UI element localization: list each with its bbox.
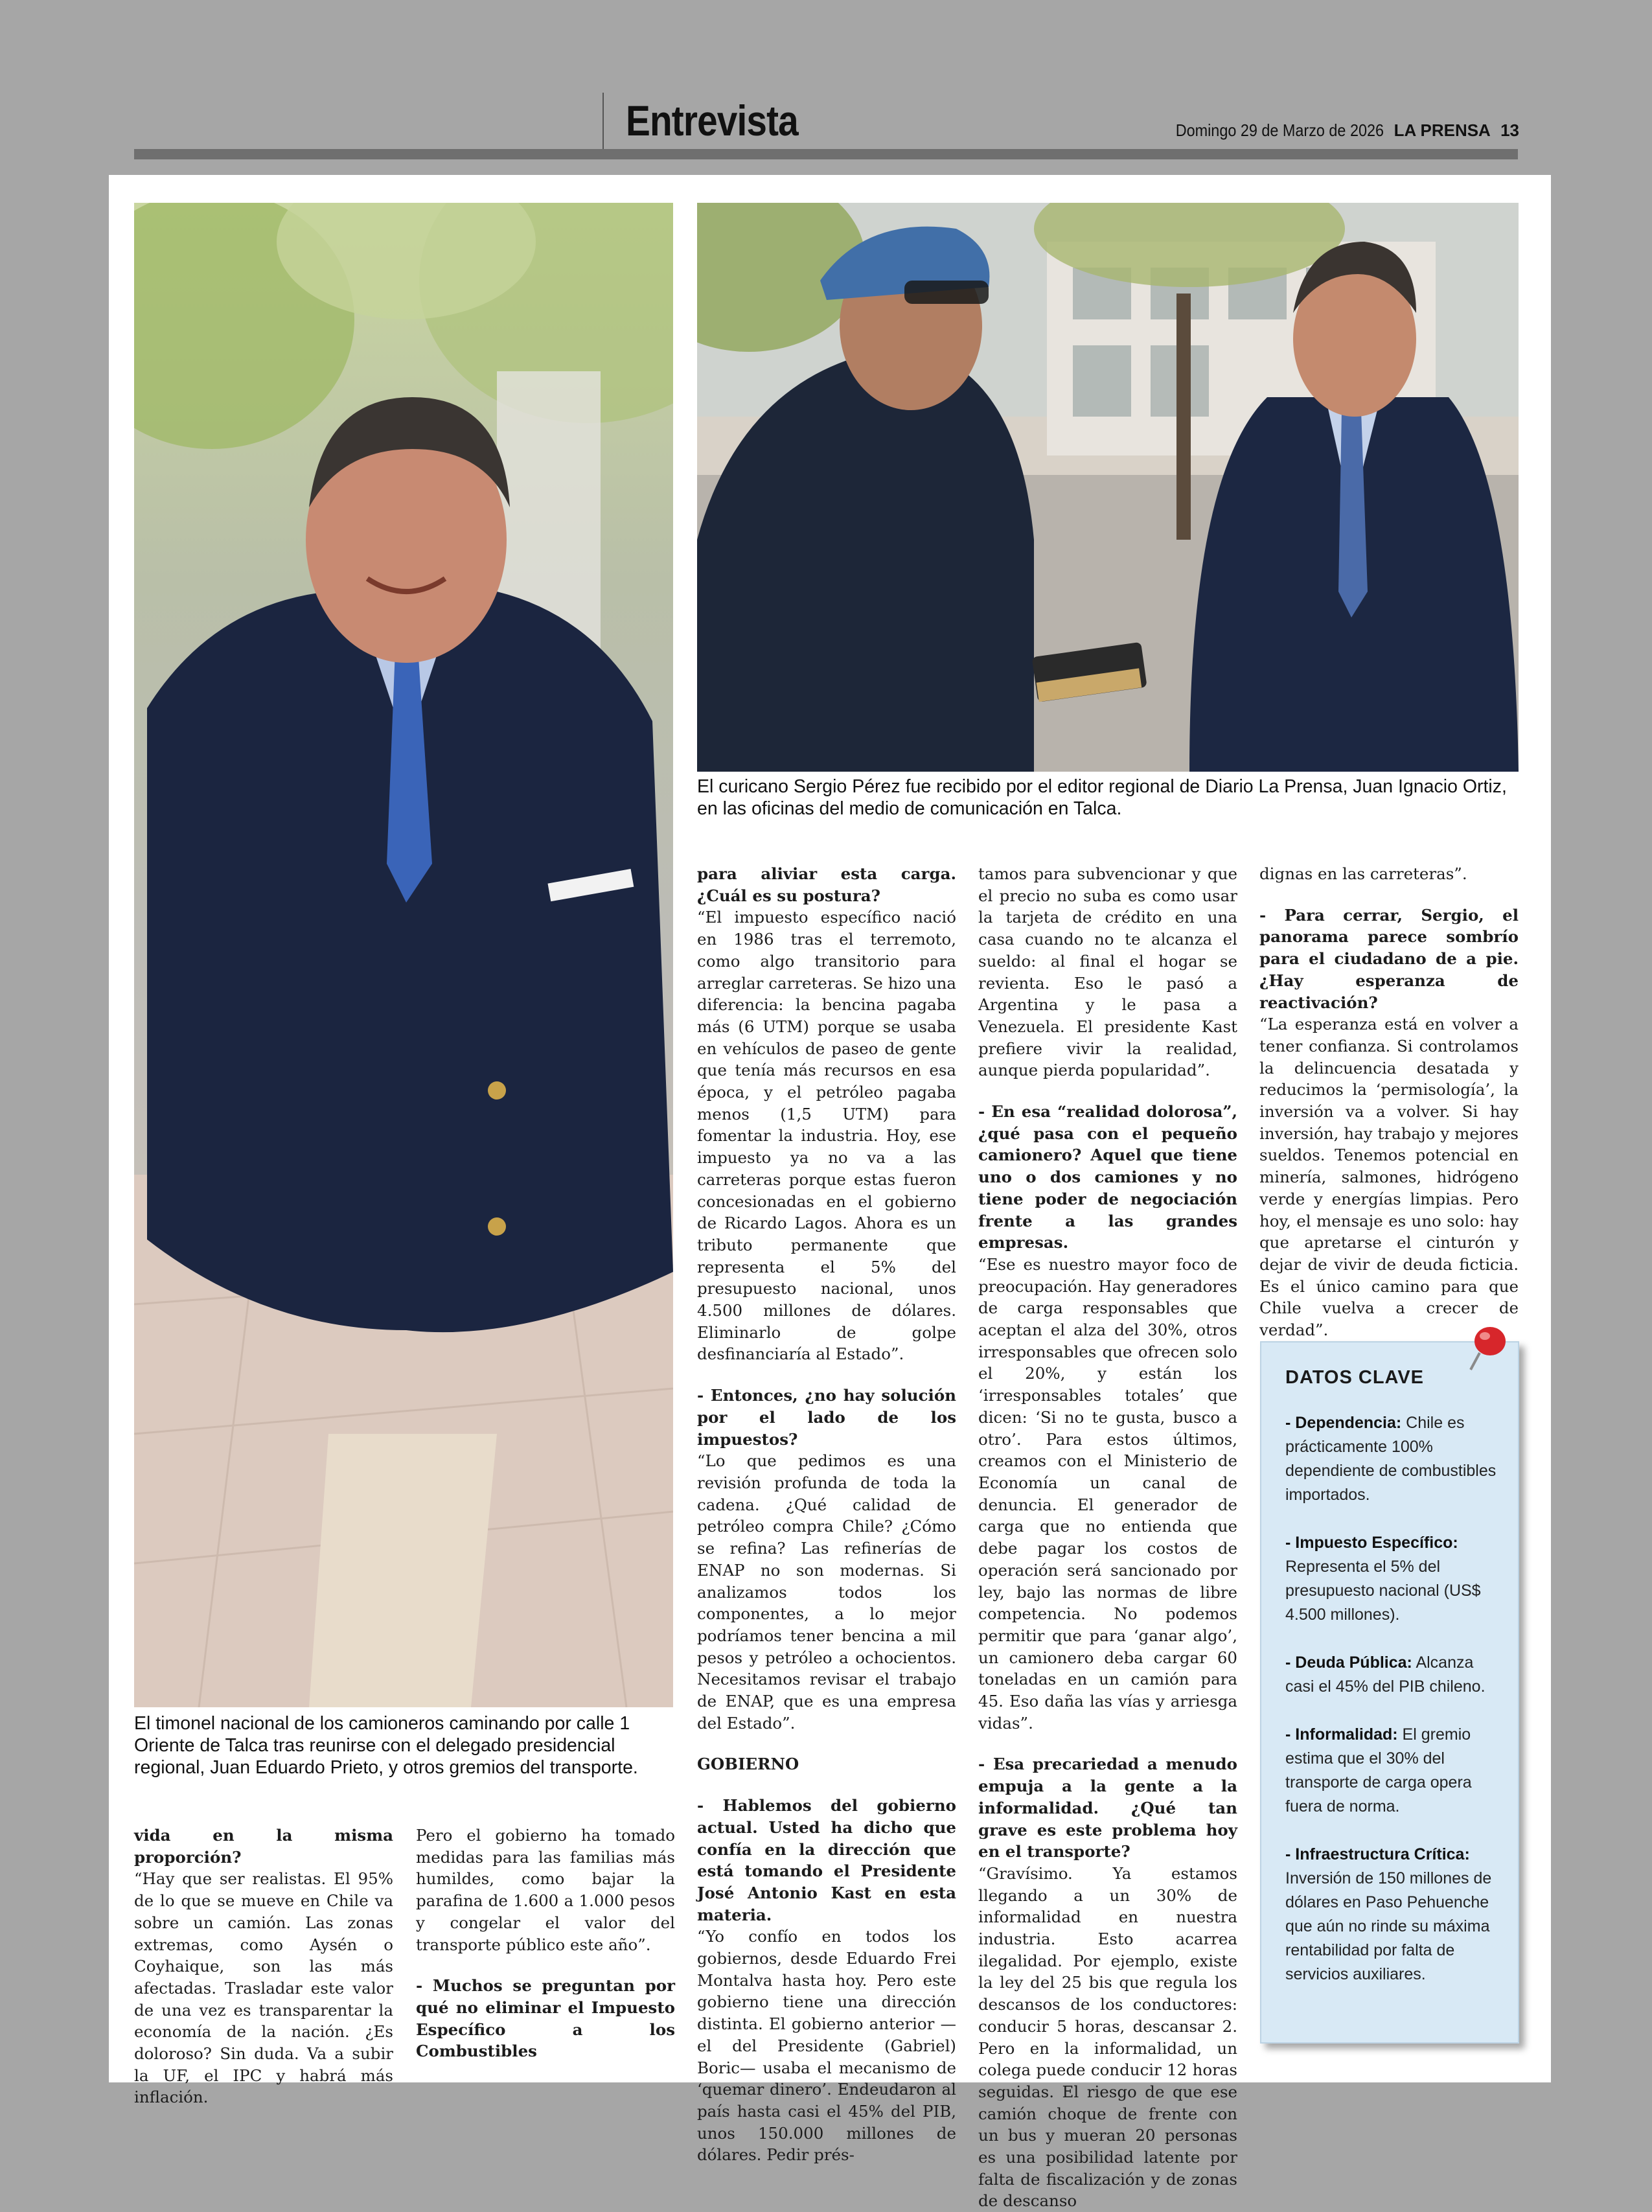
answer-text: Pero el gobierno ha tomado medidas para las familias más humildes, como bajar la parafina de 1.600 a 1.000 pesos y congelar el valor del transporte público este año”. bbox=[416, 1826, 675, 1954]
question-text: - Para cerrar, Sergio, el panorama parece sombrío para el ciudadano de a pie. ¿Hay esperanza de reactivación? bbox=[1259, 905, 1519, 1012]
page-info bbox=[1153, 121, 1519, 141]
question-text: - Esa precariedad a menudo empuja a la gente a la informalidad. ¿Qué tan grave es este problema hoy en el transporte? bbox=[978, 1755, 1237, 1861]
photo-interview-meeting bbox=[697, 203, 1519, 772]
key-facts-title: DATOS CLAVE bbox=[1285, 1367, 1425, 1388]
key-facts-box bbox=[1260, 1341, 1519, 2044]
publication-date: Domingo 29 de Marzo de 2026 bbox=[1176, 121, 1384, 140]
key-facts-list bbox=[1285, 1411, 1499, 2010]
key-fact-item: - Dependencia: Chile es prácticamente 100% dependiente de combustibles importados. bbox=[1285, 1414, 1497, 1504]
answer-text: “El impuesto específico nació en 1986 tras el terremoto, como algo transitorio para arreglar carreteras. Se hizo una diferencia: la bencina pagaba más (6 UTM) porque se usaba en vehículos de paseo de gente que tenía más recursos en esa época, y el petróleo pagaba menos (1,5 UTM) para fomentar la industria. Hoy, ese impuesto ya no va a las carreteras porque estas fueron concesionadas en el gobierno de Ricardo Lagos. Ahora es un tributo permanente que representa el 5% del presupuesto nacional, unos 4.500 millones de dólares. Eliminarlo de golpe desfinanciaría al Estado”. bbox=[697, 908, 956, 1364]
article-column-1 bbox=[134, 1825, 393, 2108]
answer-text: “Lo que pedimos es una revisión profunda de toda la cadena. ¿Qué calidad de petróleo compra Chile? ¿Cómo se refina? Las refinerías de ENAP no son modernas. Si analizamos todos los componentes, a lo mejor podríamos tener bencina a mil pesos y petróleo a ochocientos. Necesitamos revisar el trabajo de ENAP, que es una empresa del Estado”. bbox=[697, 1451, 956, 1733]
header-divider bbox=[602, 93, 604, 150]
photo-union-leader-walking bbox=[134, 203, 673, 1707]
question-text: vida en la misma proporción? bbox=[134, 1826, 393, 1867]
key-fact-item: - Informalidad: El gremio estima que el 30% del transporte de carga opera fuera de norma. bbox=[1285, 1725, 1472, 1815]
question-text: - Entonces, ¿no hay solución por el lado de los impuestos? bbox=[697, 1386, 956, 1449]
article-column-2 bbox=[416, 1825, 675, 2062]
question-text: - Hablemos del gobierno actual. Usted ha dicho que confía en la dirección que está tomando el Presidente José Antonio Kast en esta materia. bbox=[697, 1796, 956, 1924]
answer-text: tamos para subvencionar y que el precio no suba es como usar la tarjeta de crédito en una casa cuando no te alcanza el sueldo: al final el hogar se revienta. Eso le pasó a Argentina y le pasa a Venezuela. El presidente Kast prefiere vivir la realidad, aunque pierda popularidad”. bbox=[978, 864, 1237, 1080]
article-column-3 bbox=[697, 863, 956, 2166]
key-fact-item: - Impuesto Específico: Representa el 5% del presupuesto nacional (US$ 4.500 millones). bbox=[1285, 1534, 1481, 1624]
question-text: - Muchos se preguntan por qué no eliminar el Impuesto Específico a los Combustibles bbox=[416, 1976, 675, 2061]
caption-top-photo: El curicano Sergio Pérez fue recibido por el editor regional de Diario La Prensa, Juan Ignacio Ortiz, en las oficinas del medio de comunicación en Talca. bbox=[697, 776, 1507, 819]
answer-text: “Yo confío en todos los gobiernos, desde Eduardo Frei Montalva hasta hoy. Pero este gobierno tiene una dirección distinta. El gobierno anterior —el del Presidente (Gabriel) Boric— usaba el mecanismo de ‘quemar dinero’. Endeudaron al país hasta casi el 45% del PIB, unos 150.000 millones de dólares. Pedir prés- bbox=[697, 1927, 956, 2165]
key-fact-item: - Infraestructura Crítica: Inversión de 150 millones de dólares en Paso Pehuenche que aún no rinde su máxima rentabilidad por falta de servicios auxiliares. bbox=[1285, 1845, 1492, 1983]
question-text: para aliviar esta carga. ¿Cuál es su postura? bbox=[697, 864, 956, 905]
subheading-gobierno: GOBIERNO bbox=[697, 1755, 799, 1774]
page-number: 13 bbox=[1500, 121, 1519, 140]
answer-text: “La esperanza está en volver a tener confianza. Si controlamos la delincuencia desatada y reducimos la ‘permisología’, la inversión va a volver. Si hay inversión, hay trabajo y mejores sueldos. Tenemos potencial en minería, salmones, hidrógeno verde y energías limpias. Pero hoy, el mensaje es uno solo: hay que apretarse el cinturón y dejar de vivir de deuda ficticia. Es el único camino para que Chile vuelva a crecer de verdad”. bbox=[1259, 1015, 1519, 1340]
article-column-5 bbox=[1259, 863, 1519, 1341]
question-text: - En esa “realidad dolorosa”, ¿qué pasa con el pequeño camionero? Aquel que tiene uno o dos camiones y no tiene poder de negociación frente a las grandes empresas. bbox=[978, 1102, 1237, 1252]
answer-text: “Gravísimo. Ya estamos llegando a un 30% de informalidad en nuestra industria. Esto acarrea ilegalidad. Por ejemplo, existe la ley del 25 bis que regula los descansos de los conductores: conducir 5 horas, descansar 2. Pero en la informalidad, un colega puede conducir 12 horas seguidas. El riesgo de que ese camión choque de frente con un bus y mueran 20 personas es una posibilidad latente por falta de fiscalización y de zonas de descanso bbox=[978, 1863, 1237, 2211]
caption-left-photo: El timonel nacional de los camioneros caminando por calle 1 Oriente de Talca tras reunirse con el delegado presidencial regional, Juan Eduardo Prieto, y otros gremios del transporte. bbox=[134, 1713, 638, 1778]
article-column-4 bbox=[978, 863, 1237, 2212]
section-title: Entrevista bbox=[626, 97, 798, 144]
answer-text: dignas en las carreteras”. bbox=[1259, 864, 1467, 883]
newspaper-brand: LA PRENSA bbox=[1394, 121, 1491, 140]
answer-text: “Ese es nuestro mayor foco de preocupación. Hay generadores de carga responsables que aceptan el alza del 30%, otros irresponsables que ofrecen solo el 20%, y están los ‘irresponsables totales’ que dicen: ‘Si no te gusta, busco a otro’. Para estos últimos, creamos con el Ministerio de Economía un canal de denuncia. El generador de carga que no entienda que debe pagar los costos de operación será sancionado por ley, bajo las normas de libre competencia. No podemos permitir que para ‘ganar algo’, un camionero deba cargar 60 toneladas en un camión para 45. Eso daña las vías y arriesga vidas”. bbox=[978, 1254, 1237, 1733]
key-fact-item: - Deuda Pública: Alcanza casi el 45% del PIB chileno. bbox=[1285, 1653, 1486, 1696]
pushpin-icon bbox=[1465, 1322, 1511, 1374]
answer-text: “Hay que ser realistas. El 95% de lo que se mueve en Chile va sobre un camión. Las zonas extremas, como Aysén o Coyhaique, son las más afectadas. Trasladar este valor de una vez es transparentar la economía de la nación. ¿Es doloroso? Sin duda. Va a subir la UF, el IPC y habrá más inflación. bbox=[134, 1869, 393, 2107]
header-rule bbox=[134, 149, 1518, 159]
